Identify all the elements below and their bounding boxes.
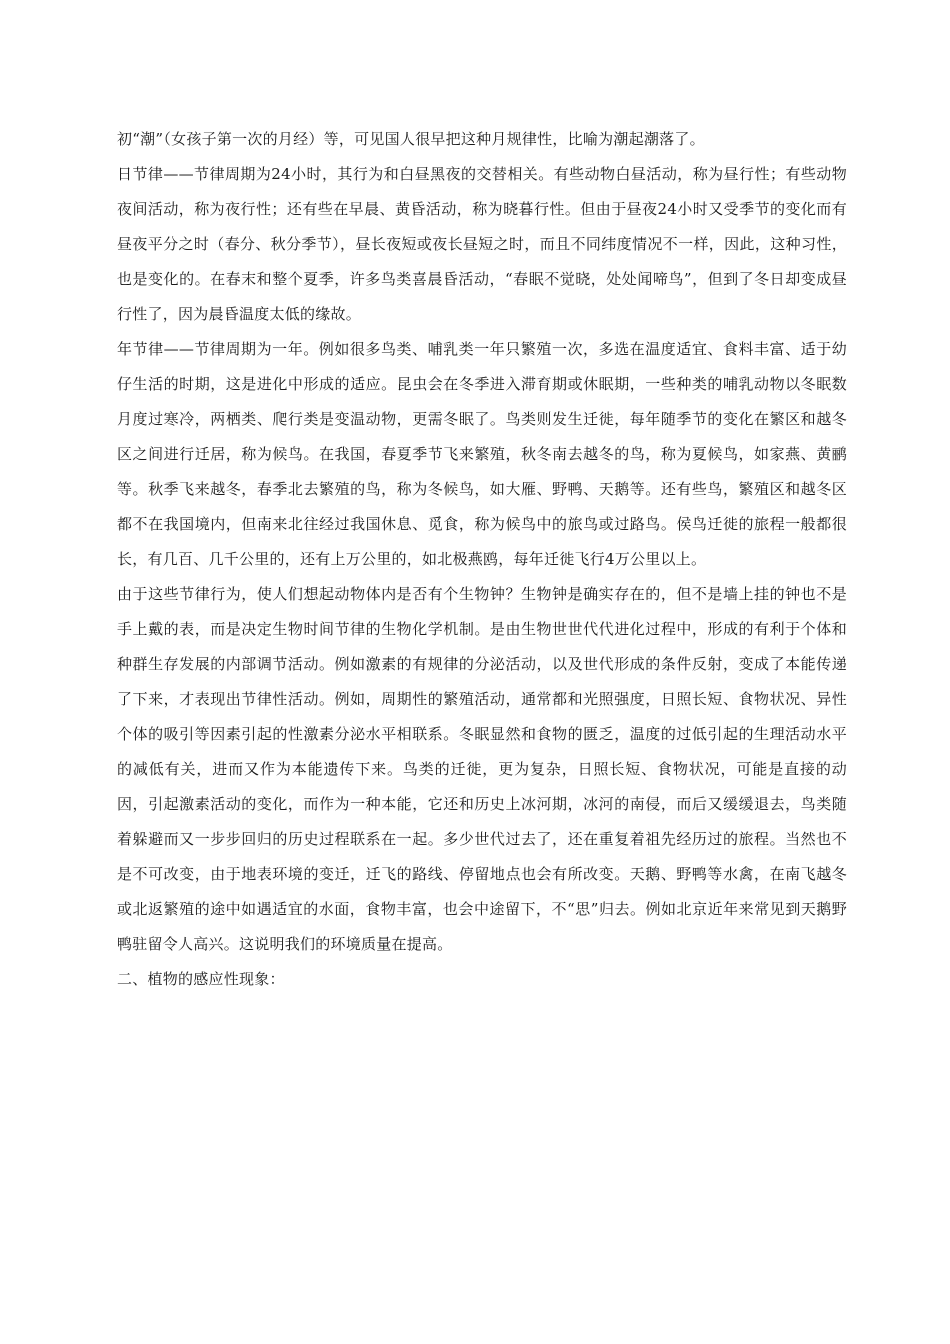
paragraph-annual-rhythm: 年节律——节律周期为一年。例如很多鸟类、哺乳类一年只繁殖一次，多选在温度适宜、食料丰富、适于幼仔生活的时期，这是进化中形成的适应。昆虫会在冬季进入滞育期或休眠期，一些种类的哺乳动物以冬眠数月度过寒冷，两栖类、爬行类是变温动物，更需冬眠了。鸟类则发生迁徙，每年随季节的变化在繁区和越冬区之间进行迁居，称为候鸟。在我国，春夏季节飞来繁殖，秋冬南去越冬的鸟，称为夏候鸟，如家燕、黄鹂等。秋季飞来越冬，春季北去繁殖的鸟，称为冬候鸟，如大雁、野鸭、天鹅等。还有些鸟，繁殖区和越冬区都不在我国境内，但南来北往经过我国休息、觅食，称为候鸟中的旅鸟或过路鸟。侯鸟迁徙的旅程一般都很长，有几百、几千公里的，还有上万公里的，如北极燕鸥，每年迁徙飞行4万公里以上。 — [117, 340, 847, 568]
paragraph-daily-rhythm: 日节律——节律周期为24小时，其行为和白昼黑夜的交替相关。有些动物白昼活动，称为昼行性；有些动物夜间活动，称为夜行性；还有些在早晨、黄昏活动，称为晓暮行性。但由于昼夜24小时又受季节的变化而有昼夜平分之时（春分、秋分季节），昼长夜短或夜长昼短之时，而且不同纬度情况不一样，因此，这种习性，也是变化的。在春末和整个夏季，许多鸟类喜晨昏活动，“春眠不觉晓，处处闻啼鸟”，但到了冬日却变成昼行性了，因为晨昏温度太低的缘故。 — [117, 165, 847, 323]
paragraph-biological-clock: 由于这些节律行为，使人们想起动物体内是否有个生物钟？生物钟是确实存在的，但不是墙上挂的钟也不是手上戴的表，而是决定生物时间节律的生物化学机制。是由生物世世代代进化过程中，形成的有利于个体和种群生存发展的内部调节活动。例如激素的有规律的分泌活动，以及世代形成的条件反射，变成了本能传递了下来，才表现出节律性活动。例如，周期性的繁殖活动，通常都和光照强度，日照长短、食物状况、异性个体的吸引等因素引起的性激素分泌水平相联系。冬眠显然和食物的匮乏，温度的过低引起的生理活动水平的减低有关，进而又作为本能遗传下来。鸟类的迁徙，更为复杂，日照长短、食物状况，可能是直接的动因，引起激素活动的变化，而作为一种本能，它还和历史上冰河期，冰河的南侵，而后又缓缓退去，鸟类随着躲避而又一步步回归的历史过程联系在一起。多少世代过去了，还在重复着祖先经历过的旅程。当然也不是不可改变，由于地表环境的变迁，迁飞的路线、停留地点也会有所改变。天鹅、野鸭等水禽，在南飞越冬或北返繁殖的途中如遇适宜的水面，食物丰富，也会中途留下，不“思”归去。例如北京近年来常见到天鹅野鸭驻留令人高兴。这说明我们的环境质量在提高。 — [117, 585, 847, 953]
paragraph-menstrual-tide: 初“潮”（女孩子第一次的月经）等，可见国人很早把这种月规律性，比喻为潮起潮落了。 — [117, 130, 705, 148]
section-heading-plant-response: 二、植物的感应性现象： — [117, 970, 285, 988]
document-body — [117, 122, 847, 997]
